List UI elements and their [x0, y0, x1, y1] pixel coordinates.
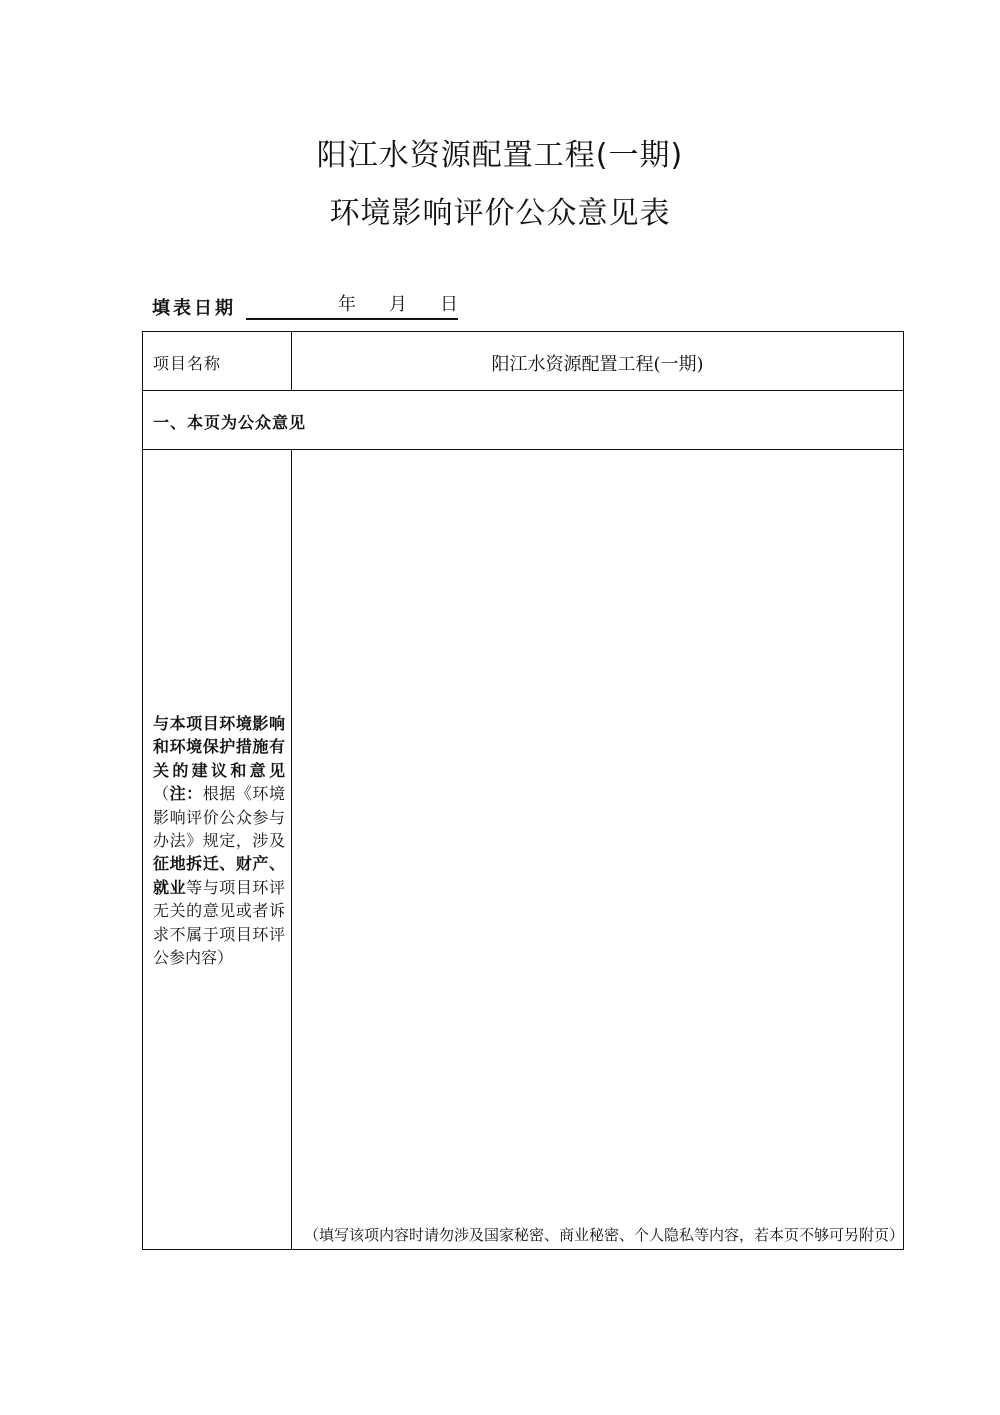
month-label: 月 — [389, 294, 407, 315]
section-heading: 一、本页为公众意见 — [153, 413, 307, 432]
page-subtitle: 环境影响评价公众意见表 — [329, 196, 671, 231]
project-name-row — [143, 332, 903, 391]
project-name-value-cell — [292, 332, 903, 390]
fill-date-row — [152, 292, 458, 320]
project-name-label-cell — [143, 332, 292, 390]
opinion-note-text-1: 根据《环境影响评价公众参与办法》规定，涉及 — [153, 784, 285, 851]
section-heading-row — [143, 391, 903, 450]
day-label: 日 — [440, 294, 458, 315]
opinion-label-cell — [143, 450, 292, 1249]
project-name-label: 项目名称 — [153, 354, 222, 373]
page-title: 阳江水资源配置工程(一期) — [316, 138, 684, 173]
fill-date-field[interactable] — [246, 292, 458, 320]
opinion-content-cell — [292, 450, 903, 1249]
opinion-label — [153, 712, 285, 969]
opinion-note-open: （ — [153, 784, 170, 804]
opinion-label-intro: 与本项目环境影响和环境保护措施有关的建议和意见 — [153, 714, 285, 780]
year-label: 年 — [338, 294, 356, 315]
opinion-note-prefix: 注： — [169, 784, 203, 804]
opinion-input-area[interactable] — [292, 450, 903, 1201]
opinion-row — [143, 450, 903, 1249]
opinion-note-emphasis: 征地拆迁、财产、就业 — [153, 854, 285, 897]
project-name-value: 阳江水资源配置工程(一期) — [491, 354, 704, 375]
opinion-form-table — [142, 331, 904, 1250]
fill-instruction-note: （填写该项内容时请勿涉及国家秘密、商业秘密、个人隐私等内容，若本页不够可另附页） — [304, 1226, 905, 1244]
opinion-note-text-2: 等与项目环评无关的意见或者诉求不属于项目环评公参内容） — [153, 877, 285, 968]
fill-date-label: 填表日期 — [152, 298, 236, 319]
